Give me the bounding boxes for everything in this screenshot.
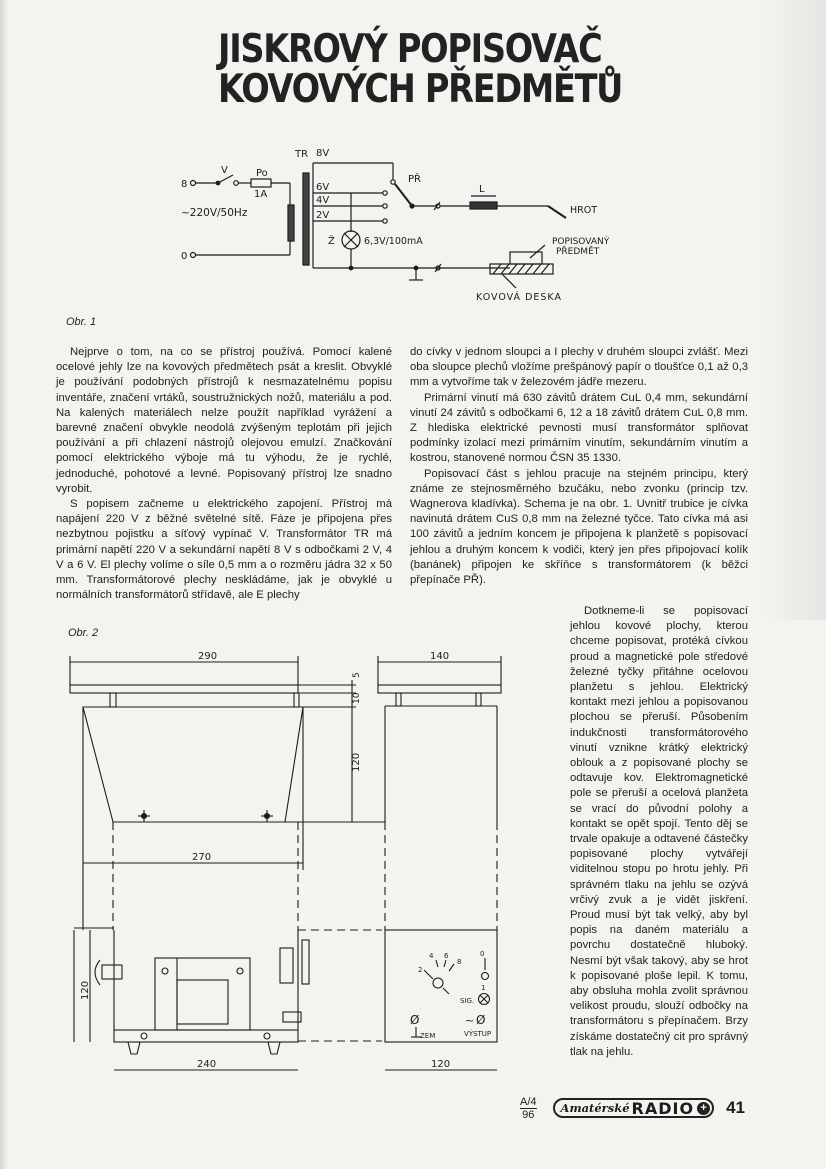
label-tr: TR [295,149,309,160]
ground-jack: Ø [410,1013,420,1027]
dim-120-panel: 120 [80,980,91,1000]
label-plate: KOVOVÁ DESKA [476,292,562,303]
issue-number-top: A/4 [520,1095,537,1108]
selector-knob [433,978,443,988]
logo-script: Amatérské [560,1101,630,1115]
page-number: 41 [726,1098,745,1117]
selector-switch [395,184,412,206]
paragraph: Nejprve o tom, na co se přístroj používá. Pomocí kalené ocelové jehly lze na kovových předmětech psát a kreslit. Obvyklé je používání podobných přístrojů k nesmazatelnému popisu inventáře, značení vrtáků, soustružnických nožů, materiálu a pod. Na kalených materiálech nelze použít například vyrážení a barevné značení obvykle neodolá zvýšeným teplotám při jejich používání a při chlazení nástrojů olejovou emulzí. Značkování pomocí elektrického výboje má tu výhodu, že je rychlé, jednoduché, pohotové a levné. Popisovaný přístroj lze snadno vyrobit. [56,346,392,495]
transformer-body [155,958,250,1030]
plus-badge-icon: + [697,1102,710,1115]
dim-10: 10 [352,692,362,704]
ground-label: ZEM [420,1032,436,1040]
text-column-narrow [570,604,748,1060]
label-terminal-8: 8 [181,179,188,190]
title-line-1: JISKROVÝ POPISOVAČ [218,27,602,72]
text-column-right [410,345,748,588]
label-8v: 8V [316,148,330,159]
ac-symbol: ~ [465,1014,475,1027]
article-title [218,27,623,112]
knob [280,948,293,983]
facing-page-bleed [766,0,826,620]
coil-l [470,202,497,209]
dim-120-side: 120 [431,1059,451,1070]
label-coil: L [479,184,485,195]
label-object-1: POPISOVANÝ [552,237,610,247]
label-switch-v: V [221,165,228,176]
switch-v [218,175,233,183]
dial-label-6: 6 [444,952,449,960]
dial-label-8: 8 [457,958,462,966]
label-lamp-rating: 6,3V/100mA [364,236,423,247]
dial-label-2: 2 [418,966,423,974]
label-2v: 2V [316,210,330,221]
figure-1-schematic [150,140,630,310]
paragraph: Primární vinutí má 630 závitů drátem CuL 0,4 mm, sekundární vinutí 24 závitů s odbočkami 6, 12 a 18 závitů drátem CuL 0,8 mm. Z hlediska elektrické pevnosti musí transformátor splňovat podmínky izolací mezi primárním vinutím, sekundárním vinutím a kostrou, stanovené normou ČSN 35 1330. [410,391,748,465]
terminal-8 [191,181,196,186]
terminal-0 [191,253,196,258]
dim-290: 290 [198,651,218,662]
issue-number [520,1096,537,1121]
lid-side [378,685,501,693]
label-fuse: Po [256,168,268,179]
dim-5: 5 [352,672,362,678]
case-front-trapezoid [83,707,303,822]
figure-2-drawing [60,640,520,1080]
text-column-left [56,345,392,603]
figure-1-caption: Obr. 1 [66,316,97,328]
issue-number-bottom: 96 [522,1108,535,1121]
primary-winding [288,205,294,241]
label-4v: 4V [316,195,330,206]
signal-label: SIG. [460,997,475,1005]
label-object-2: PŘEDMĚT [556,247,600,257]
transformer-core [303,173,309,265]
label-mains: ~220V/50Hz [181,207,248,219]
output-label: VÝSTUP [464,1030,492,1038]
marked-object [510,252,542,264]
switch-label-1: 1 [481,984,486,992]
fuse-symbol [251,179,271,187]
bolt [102,965,122,979]
page-edge-shadow [0,0,8,1169]
dim-140: 140 [430,651,450,662]
paragraph: Popisovací část s jehlou pracuje na stejném principu, který známe ze stejnosměrného bzučáku, nebo zvonku (princip tzv. Wagnerova kladívka). Schema je na obr. 1. Uvnitř trubice je cívka navinutá drátem CuS 0,8 mm na železné tyčce. Tato cívka má asi 100 závitů a jedním koncem je připojena k planžetě s popisovací jehlou a druhým koncem k vodiči, který jen přes připojovací kolík (banánek) připojen ke skříňce s transformátorem (k běžci přepínače PŘ). [410,467,748,587]
logo-radio: RADIO [631,1098,695,1118]
label-fuse-rating: 1A [254,189,268,200]
page-footer [520,1093,745,1123]
lid-front [70,685,298,693]
label-tip: HROT [570,205,598,216]
output-jack: Ø [476,1013,486,1027]
switch-label-0: 0 [480,950,485,958]
figure-2-caption: Obr. 2 [68,627,99,639]
dim-240: 240 [197,1059,217,1070]
magazine-logo [553,1098,715,1118]
dim-120-body: 120 [351,752,362,772]
paragraph: do cívky v jednom sloupci a I plechy v druhém sloupci zvlášť. Mezi oba sloupce plechů vložíme prešpánový papír o tloušťce 0,1 až 0,3 mm a vytvoříme tak v železovém jádře mezeru. [410,346,748,389]
title-line-2: KOVOVÝCH PŘEDMĚTŮ [218,67,623,112]
label-6v: 6V [316,182,330,193]
dial-label-4: 4 [429,952,434,960]
label-lamp: Ž [328,236,335,247]
needle-tip [548,206,566,218]
paragraph: Dotkneme-li se popisovací jehlou kovové plochy, kterou chceme popisovat, protéká cívkou proud a magnetické pole středové železné tyčky přitáhne ocelovou planžetu s jehlou. Elektrický kontakt mezi jehlou a popisovanou plochou se přeruší. Působením indukčnosti transformátorového vinutí vznikne krátký elektrický oblouk a z popisované plochy se odtavuje kov. Elektromagnetické pole se přeruší a ocelová planžeta se vrací do původní polohy a kontakt se opět spojí. Tento děj se trvale opakuje a odtavené částečky popisované plochy vytvářejí viditelnou stopu po hrotu jehly. Při správném tlaku na jehlu se ozývá vrčivý zvuk a je vidět jiskření. Proud musí být tak velký, aby byl popis na daném materiálu a povrchu dostatečně hluboký. Nesmí být však takový, aby se hrot k popisované ploše lepil. K tomu, aby obsluha mohla zvolit správnou velikost proudu, slouží odbočky na transformátoru s přepínačem. Brzy získáme dostatečný cit pro správný tlak na jehlu. [570,605,748,1058]
dim-270: 270 [192,852,212,863]
label-selector: PŘ [408,174,421,185]
label-terminal-0: 0 [181,251,188,262]
paragraph: S popisem začneme u elektrického zapojení. Přístroj má napájení 220 V z běžné světelné sítě. Fáze je připojena přes nezbytnou pojistku a síťový vypínač V. Transformátor TR má primární napětí 220 V a sekundární napětí 8 V s odbočkami 2 V, 4 V a 6 V. El plechy volíme o síle 0,5 mm a o rozměru jádra 32 x 50 mm. Transformátorové plechy neskládáme, jak je obvyklé u normálních transformátorů střídavě, ale E plechy [56,498,392,602]
